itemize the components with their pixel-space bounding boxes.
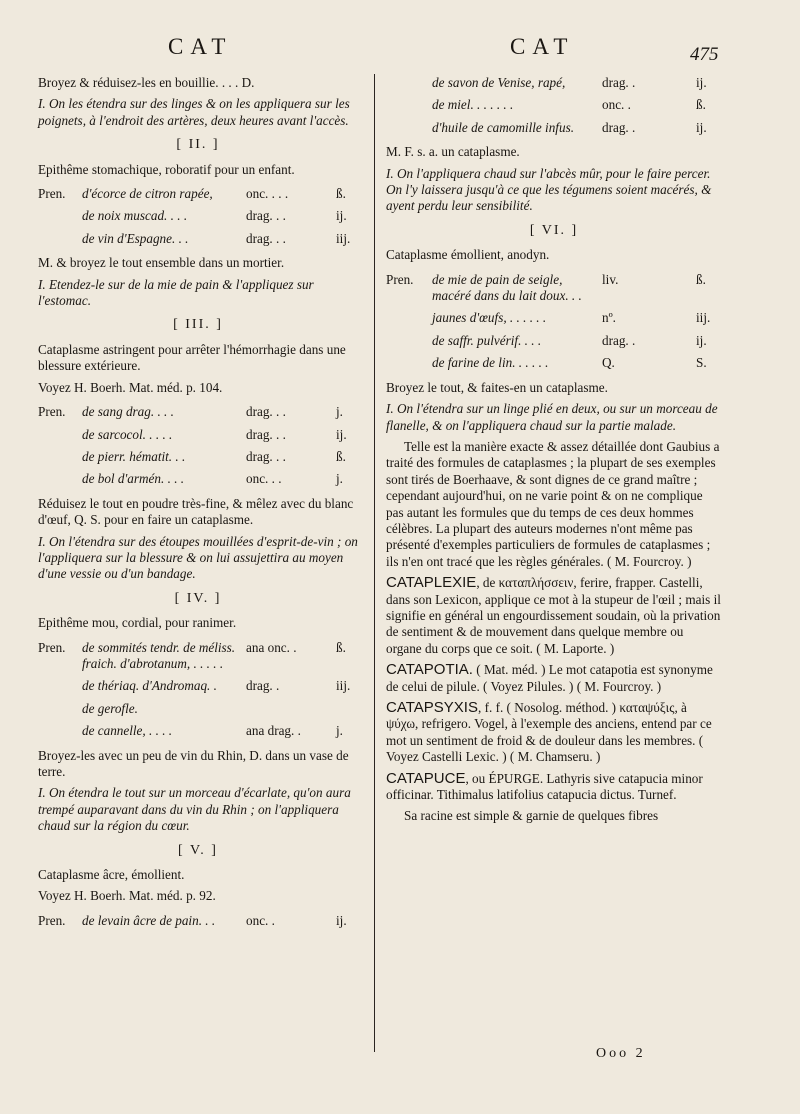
quantity: j. bbox=[336, 471, 343, 487]
usage-note: I. On l'étendra sur un linge plié en deux, ou sur un morceau de flanelle, & on l'appliquera chaud sur la partie malade. bbox=[386, 401, 718, 433]
entry-term: CATAPOTIA. bbox=[386, 661, 473, 679]
measure: drag. . bbox=[602, 75, 636, 90]
entry-text: , f. f. ( Nosolog. méthod. ) καταψύξις, à ψύχω, refrigero. Vogel, à l'exemple des anciens, entend par ce mot un sentiment de froid & de douleur dans les membres. ( Voyez Castelli Lexic. ) ( M. Chamseru. ) bbox=[386, 700, 712, 765]
measure: drag. . bbox=[246, 678, 280, 694]
measure: drag. . . bbox=[246, 426, 286, 442]
prescription-prefix: Pren. bbox=[38, 404, 66, 420]
measure: onc. . . bbox=[246, 471, 282, 487]
dictionary-entry bbox=[386, 700, 722, 766]
prescription-table bbox=[38, 401, 358, 491]
formula-title: Epithême stomachique, roboratif pour un enfant. bbox=[38, 161, 295, 177]
quantity: iij. bbox=[336, 230, 351, 246]
prescription-prefix bbox=[38, 468, 76, 490]
ingredient: de cannelle, . . . . bbox=[82, 723, 173, 739]
ingredient: d'écorce de citron rapée, bbox=[82, 186, 213, 202]
section-number: [ V. ] bbox=[178, 842, 218, 858]
usage-note: I. Etendez-le sur de la mie de pain & l'appliquez sur l'estomac. bbox=[38, 276, 314, 309]
prescription-table bbox=[386, 269, 722, 375]
quantity: ß. bbox=[696, 97, 706, 113]
prescription-prefix bbox=[38, 698, 76, 720]
quantity: ij. bbox=[336, 208, 347, 224]
running-head-left: CAT bbox=[168, 34, 233, 59]
prescription-prefix bbox=[386, 117, 426, 139]
ingredient: de pierr. hématit. . . bbox=[82, 448, 186, 464]
prescription-table bbox=[38, 910, 358, 932]
measure: drag. . bbox=[602, 119, 636, 135]
entry-term: CATAPSYXIS bbox=[386, 699, 478, 716]
quantity: S. bbox=[696, 355, 707, 371]
quantity: j. bbox=[336, 404, 343, 420]
ingredient: de noix muscad. . . . bbox=[82, 208, 188, 224]
prescription-prefix bbox=[386, 330, 426, 352]
measure: onc. . bbox=[602, 97, 631, 113]
measure: drag. . . bbox=[246, 404, 286, 420]
measure: drag. . . bbox=[246, 448, 286, 464]
ingredient: d'huile de camomille infus. bbox=[432, 119, 574, 135]
instruction: M. F. s. a. un cataplasme. bbox=[386, 144, 520, 160]
ingredient: de sommités tendr. de méliss. fraich. d'abrotanum, . . . . . bbox=[82, 639, 236, 671]
instruction: M. & broyez le tout ensemble dans un mortier. bbox=[38, 255, 285, 271]
prescription-prefix bbox=[386, 94, 426, 116]
measure: liv. bbox=[602, 271, 619, 287]
reference: Voyez H. Boerh. Mat. méd. p. 104. bbox=[38, 379, 223, 395]
entry-text: , de καταπλήσσειν, ferire, frapper. Castelli, dans son Lexicon, applique ce mot à la stupeur de l'œil ; mais il signifie en général un engourdissement soudain, où la privation de sentiment & de mouvement dans quelque membre ou organe du corps que ce soit. ( M. Laporte. ) bbox=[386, 575, 721, 656]
measure bbox=[246, 698, 330, 720]
quantity: ij. bbox=[696, 119, 707, 135]
quantity: ß. bbox=[336, 186, 346, 202]
quantity: ij. bbox=[696, 332, 707, 348]
quantity bbox=[336, 698, 358, 720]
quantity: ß. bbox=[336, 448, 346, 464]
prescription-prefix bbox=[386, 352, 426, 374]
formula-title: Cataplasme émollient, anodyn. bbox=[386, 247, 550, 263]
quantity: ß. bbox=[336, 639, 346, 655]
ingredient: de miel. . . . . . . bbox=[432, 97, 514, 113]
section-number: [ IV. ] bbox=[174, 590, 222, 606]
prescription-prefix: Pren. bbox=[38, 639, 66, 655]
measure: ana drag. . bbox=[246, 723, 301, 739]
usage-note: I. On l'appliquera chaud sur l'abcès mûr, pour le faire percer. On l'y laissera jusqu'à ce que les tégumens soient macérés, & ayent perdu leur sensibilité. bbox=[386, 165, 712, 214]
quantity: iij. bbox=[336, 678, 351, 694]
formula-title: Epithême mou, cordial, pour ranimer. bbox=[38, 615, 237, 631]
prescription-table bbox=[38, 637, 358, 743]
reference: Voyez H. Boerh. Mat. méd. p. 92. bbox=[38, 888, 216, 904]
prescription-prefix bbox=[38, 205, 76, 227]
instruction: Broyez le tout, & faites-en un cataplasme. bbox=[386, 379, 608, 395]
prescription-table bbox=[38, 183, 358, 250]
prescription-prefix bbox=[38, 675, 76, 697]
quantity: ß. bbox=[696, 271, 706, 287]
quantity: ij. bbox=[336, 426, 347, 442]
measure: nº. bbox=[602, 310, 616, 326]
prescription-prefix: Pren. bbox=[38, 912, 66, 928]
signature-mark: Ooo 2 bbox=[596, 1046, 646, 1061]
formula-title: Cataplasme âcre, émollient. bbox=[38, 867, 185, 883]
prescription-prefix bbox=[386, 72, 426, 94]
quantity: ij. bbox=[336, 912, 347, 928]
ingredient: de gerofle. bbox=[82, 700, 138, 716]
entry-term: CATAPLEXIE bbox=[386, 574, 477, 592]
entry-text: ( Mat. méd. ) Le mot catapotia est synonyme de celui de pilule. ( Voyez Pilules. ) ( M. Fourcroy. ) bbox=[386, 662, 713, 694]
prescription-prefix: Pren. bbox=[38, 186, 66, 202]
ingredient: de levain âcre de pain. . . bbox=[82, 912, 216, 928]
section-number: [ III. ] bbox=[173, 317, 223, 333]
column-rule bbox=[374, 74, 375, 1052]
prescription-prefix bbox=[386, 307, 426, 329]
text-line: Broyez & réduisez-les en bouillie. . . . D. bbox=[38, 75, 255, 90]
prescription-prefix bbox=[38, 446, 76, 468]
dictionary-entry bbox=[386, 662, 722, 695]
instruction: Broyez-les avec un peu de vin du Rhin, D. dans un vase de terre. bbox=[38, 747, 349, 779]
ingredient: de thériaq. d'Andromaq. . bbox=[82, 678, 217, 694]
summary-paragraph: Telle est la manière exacte & assez détaillée dont Gaubius a traité des formules de cataplasmes ; la plupart de ses exemples sont tirés de Boerhaave, & sont dignes de ce grand maître ; cependant aujourd'hui, on ne varie point & on ne complique pas autant les formules que du temps de ces deux hommes célèbres. La plupart des auteurs modernes n'ont même pas présenté d'exemples particuliers de formules de cataplasmes ; ils n'en ont tracé que les règles générales. ( M. Fourcroy. ) bbox=[386, 438, 720, 569]
measure: drag. . . bbox=[246, 208, 286, 224]
ingredient: de farine de lin. . . . . . bbox=[432, 355, 549, 371]
dictionary-entry bbox=[386, 771, 722, 804]
usage-note: I. On étendra le tout sur un morceau d'écarlate, qu'on aura trempé auparavant dans du vin du Rhin ; on l'appliquera chaud sur la région du cœur. bbox=[38, 785, 351, 834]
usage-note: I. On les étendra sur des linges & on les appliquera sur les poignets, à l'endroit des artères, deux heures avant l'accès. bbox=[38, 96, 350, 128]
measure: drag. . . bbox=[246, 230, 286, 246]
page-number: 475 bbox=[690, 44, 719, 65]
ingredient: de sarcocol. . . . . bbox=[82, 426, 173, 442]
measure: onc. . bbox=[246, 912, 275, 928]
measure: onc. . . . bbox=[246, 186, 289, 202]
ingredient: jaunes d'œufs, . . . . . . bbox=[432, 310, 547, 326]
prescription-prefix: Pren. bbox=[386, 271, 414, 287]
section-number: [ VI. ] bbox=[529, 222, 579, 238]
running-head-right: CAT bbox=[510, 34, 575, 59]
dictionary-entry bbox=[386, 575, 722, 657]
measure: Q. bbox=[602, 355, 615, 371]
left-column bbox=[38, 70, 358, 934]
measure: drag. . bbox=[602, 332, 636, 348]
right-column bbox=[386, 70, 722, 830]
prescription-prefix bbox=[38, 424, 76, 446]
prescription-prefix bbox=[38, 228, 76, 250]
ingredient: de vin d'Espagne. . . bbox=[82, 230, 189, 246]
quantity: ij. bbox=[696, 75, 707, 90]
prescription-prefix bbox=[38, 720, 76, 742]
entry-term: CATAPUCE bbox=[386, 769, 466, 787]
quantity: iij. bbox=[696, 310, 711, 326]
ingredient: de saffr. pulvérif. . . . bbox=[432, 332, 542, 348]
ingredient: de bol d'armén. . . . bbox=[82, 471, 185, 487]
usage-note: I. On l'étendra sur des étoupes mouillées d'esprit-de-vin ; on l'appliquera sur la blessure & on lui assujettira au moyen d'une vessie ou d'un bandage. bbox=[38, 533, 358, 582]
prescription-table bbox=[386, 72, 722, 139]
entry-text: , ou ÉPURGE. Lathyris sive catapucia minor officinar. Tithimalus latifolius catapucia dictus. Turnef. bbox=[386, 770, 703, 803]
formula-title: Cataplasme astringent pour arrêter l'hémorrhagie dans une blessure extérieure. bbox=[38, 341, 346, 374]
instruction: Réduisez le tout en poudre très-fine, & mêlez avec du blanc d'œuf, Q. S. pour en faire un cataplasme. bbox=[38, 495, 354, 528]
ingredient: de savon de Venise, rapé, bbox=[432, 75, 566, 90]
measure: ana onc. . bbox=[246, 639, 297, 655]
text-line: Sa racine est simple & garnie de quelques fibres bbox=[404, 808, 659, 824]
quantity: j. bbox=[336, 723, 343, 739]
section-number: [ II. ] bbox=[176, 137, 220, 153]
ingredient: de mie de pain de seigle, macéré dans du lait doux. . . bbox=[432, 271, 582, 304]
ingredient: de sang drag. . . . bbox=[82, 404, 174, 420]
